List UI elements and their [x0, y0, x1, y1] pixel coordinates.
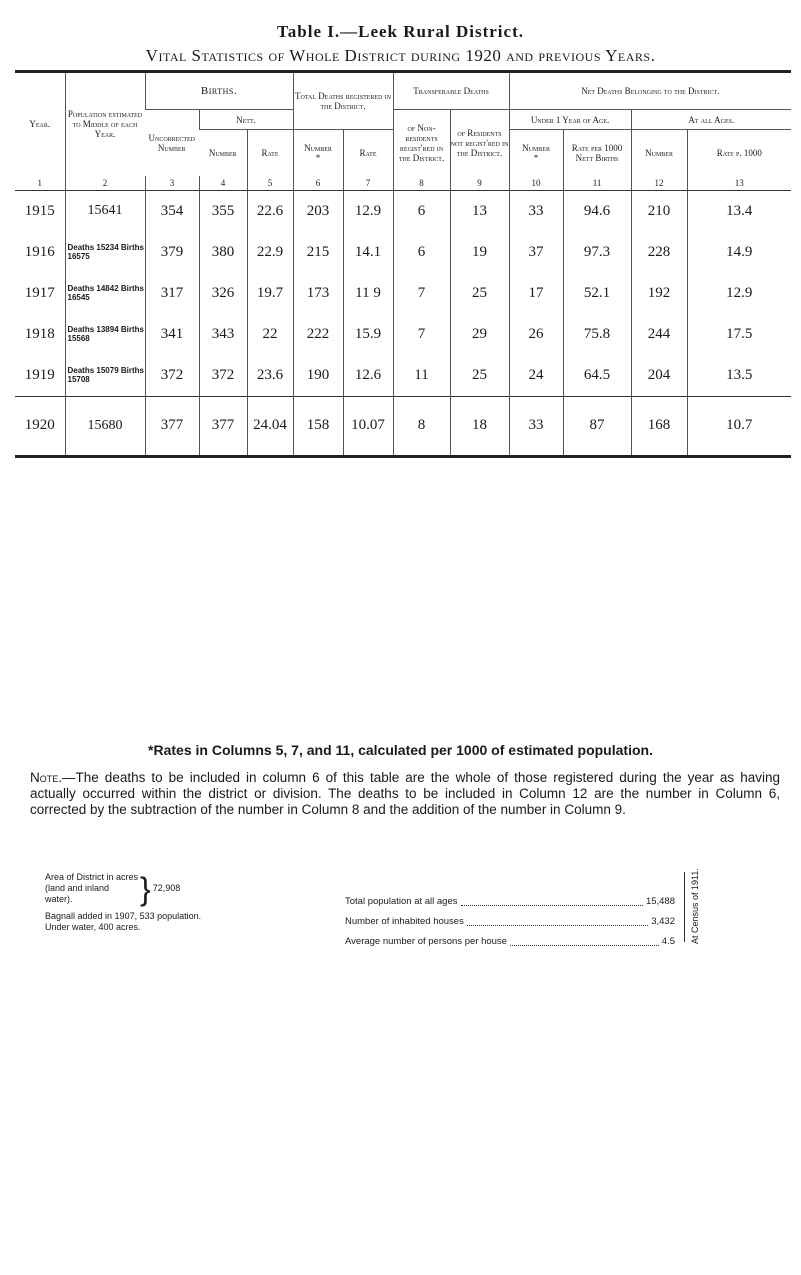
cell-births-number: 326 [199, 273, 247, 314]
deaths-births-aside: Deaths 14842 Births 16545 [67, 284, 144, 302]
cell-births-number: 380 [199, 232, 247, 273]
cell-deaths-number: 215 [293, 232, 343, 273]
header-births-number: Number [199, 130, 247, 176]
cell-under1-number: 17 [509, 273, 563, 314]
cell-under1-rate: 75.8 [563, 314, 631, 355]
cell-population [65, 273, 145, 314]
header-births: Births. [145, 72, 293, 110]
inhabited-houses-label: Number of inhabited houses [345, 916, 464, 927]
cell-residents-not: 25 [450, 355, 509, 397]
population-summary [345, 892, 675, 952]
cell-residents-not: 13 [450, 190, 509, 232]
column-number: 3 [145, 176, 199, 191]
table-body [15, 190, 791, 456]
leader-dots [467, 912, 648, 926]
table-title: Table I.—Leek Rural District. [276, 22, 524, 41]
cell-deaths-number: 222 [293, 314, 343, 355]
column-number: 7 [343, 176, 393, 191]
cell-under1-number: 37 [509, 232, 563, 273]
cell-all-number: 244 [631, 314, 687, 355]
header-year: Year. [15, 72, 65, 176]
cell-residents-not: 19 [450, 232, 509, 273]
header-deaths-number-mark: * [315, 152, 321, 163]
deaths-births-aside: Deaths 15079 Births 15708 [67, 366, 144, 384]
column-number: 13 [687, 176, 791, 191]
column-number: 12 [631, 176, 687, 191]
cell-births-uncorrected: 372 [145, 355, 199, 397]
header-all-ages: At all Ages. [631, 110, 791, 130]
inhabited-houses-value: 3,432 [651, 916, 675, 927]
area-block [45, 872, 295, 933]
area-line-1: Area of District in acres [45, 872, 139, 882]
cell-residents-not: 29 [450, 314, 509, 355]
cell-births-uncorrected: 379 [145, 232, 199, 273]
cell-under1-number: 33 [509, 190, 563, 232]
cell-all-rate: 12.9 [687, 273, 791, 314]
cell-residents-not: 18 [450, 396, 509, 456]
census-label: At Census of 1911. [690, 868, 700, 944]
cell-population: 15641 [65, 190, 145, 232]
cell-residents-not: 25 [450, 273, 509, 314]
cell-under1-rate: 97.3 [563, 232, 631, 273]
total-population-value: 15,488 [645, 896, 675, 907]
leader-dots [461, 892, 643, 906]
header-births-uncorrected: Uncorrected Number [145, 110, 199, 176]
header-nett: Nett. [199, 110, 293, 130]
cell-all-number: 204 [631, 355, 687, 397]
cell-all-rate: 13.5 [687, 355, 791, 397]
column-number: 5 [247, 176, 293, 191]
area-line-2: (land and inland [45, 883, 110, 893]
header-deaths-rate: Rate [343, 130, 393, 176]
leader-dots [510, 932, 659, 946]
cell-year: 1919 [24, 366, 55, 383]
cell-population: 15680 [65, 396, 145, 456]
header-under1-number [509, 130, 563, 176]
cell-deaths-rate: 10.07 [343, 396, 393, 456]
rates-footnote: *Rates in Columns 5, 7, and 11, calculated per 1000 of estimated population. [148, 742, 653, 758]
header-residents-not: of Residents not regist'red in the District. [450, 110, 509, 176]
average-persons-value: 4.5 [661, 936, 675, 947]
inhabited-houses-row [345, 912, 675, 932]
cell-all-rate: 13.4 [687, 190, 791, 232]
header-transferable: Transferable Deaths [393, 72, 509, 110]
cell-under1-number: 26 [509, 314, 563, 355]
cell-year: 1920 [15, 396, 65, 456]
header-under1-number-label: Number [522, 142, 550, 153]
cell-births-number: 343 [199, 314, 247, 355]
header-deaths-number [293, 130, 343, 176]
column-number: 9 [450, 176, 509, 191]
census-note [676, 866, 756, 952]
bagnall-note: Bagnall added in 1907, 533 population. [45, 911, 202, 921]
header-population: Population estimated to Middle of each Year. [65, 72, 145, 176]
header-deaths-number-label: Number [304, 142, 332, 153]
cell-population [65, 355, 145, 397]
cell-deaths-number: 190 [293, 355, 343, 397]
cell-deaths-rate: 15.9 [343, 314, 393, 355]
cell-year: 1916 [24, 243, 55, 260]
vital-statistics-table [15, 70, 791, 458]
header-all-number: Number [631, 130, 687, 176]
cell-non-residents: 7 [393, 314, 450, 355]
column-number: 8 [393, 176, 450, 191]
table-row [15, 355, 791, 397]
cell-non-residents: 6 [393, 232, 450, 273]
cell-population [65, 232, 145, 273]
under-water-note: Under water, 400 acres. [45, 922, 141, 932]
cell-all-number: 210 [631, 190, 687, 232]
cell-births-rate: 22.9 [247, 232, 293, 273]
deaths-births-aside: Deaths 13894 Births 15568 [67, 325, 144, 343]
table-row [15, 273, 791, 314]
area-value: 72,908 [152, 883, 181, 893]
header-non-residents: of Non-residents regist'red in the District. [393, 110, 450, 176]
cell-births-rate: 24.04 [247, 396, 293, 456]
column-number: 4 [199, 176, 247, 191]
cell-all-rate: 17.5 [687, 314, 791, 355]
table-row [15, 190, 791, 232]
cell-under1-rate: 87 [563, 396, 631, 456]
table-row [15, 314, 791, 355]
column-number: 10 [509, 176, 563, 191]
column-number: 11 [563, 176, 631, 191]
cell-all-number: 192 [631, 273, 687, 314]
table-subtitle: Vital Statistics of Whole District during 1920 and previous Years. [145, 46, 656, 65]
cell-year: 1917 [24, 284, 55, 301]
total-population-label: Total population at all ages [345, 896, 458, 907]
cell-births-uncorrected: 354 [145, 190, 199, 232]
header-births-rate: Rate [247, 130, 293, 176]
cell-all-number: 228 [631, 232, 687, 273]
cell-deaths-rate: 11 9 [343, 273, 393, 314]
area-line-3: water). [45, 894, 73, 904]
cell-non-residents: 11 [393, 355, 450, 397]
cell-under1-rate: 94.6 [563, 190, 631, 232]
cell-year: 1918 [24, 325, 55, 342]
cell-non-residents: 8 [393, 396, 450, 456]
cell-births-rate: 22.6 [247, 190, 293, 232]
note-body: —The deaths to be included in column 6 of this table are the whole of those registered during the year as having actually occurred within the district or division. The deaths to be included in Column 12 are the number in Column 6, corrected by the subtraction of the number in Column 8 and the addition of the number in Column 9. [30, 770, 780, 817]
cell-non-residents: 6 [393, 190, 450, 232]
cell-under1-rate: 64.5 [563, 355, 631, 397]
cell-population [65, 314, 145, 355]
column-number: 1 [15, 176, 65, 191]
column-number-row [15, 176, 791, 191]
column-number: 2 [65, 176, 145, 191]
cell-births-number: 377 [199, 396, 247, 456]
cell-births-number: 355 [199, 190, 247, 232]
table-row [15, 232, 791, 273]
cell-deaths-number: 173 [293, 273, 343, 314]
cell-deaths-number: 158 [293, 396, 343, 456]
note-lead: Note. [30, 770, 63, 785]
deaths-births-aside: Deaths 15234 Births 16575 [67, 243, 144, 261]
cell-births-rate: 23.6 [247, 355, 293, 397]
header-net-deaths: Net Deaths Belonging to the District. [509, 72, 791, 110]
total-population-row [345, 892, 675, 912]
cell-deaths-rate: 12.6 [343, 355, 393, 397]
header-under-1: Under 1 Year of Age. [509, 110, 631, 130]
cell-births-uncorrected: 341 [145, 314, 199, 355]
census-brace [676, 872, 685, 942]
cell-deaths-rate: 12.9 [343, 190, 393, 232]
cell-deaths-rate: 14.1 [343, 232, 393, 273]
header-total-deaths: Total Deaths registered in the District. [293, 72, 393, 130]
cell-births-rate: 22 [247, 314, 293, 355]
note-paragraph [30, 770, 780, 818]
cell-all-number: 168 [631, 396, 687, 456]
table-row [15, 396, 791, 456]
cell-under1-number: 24 [509, 355, 563, 397]
brace-glyph: } [140, 870, 151, 907]
cell-all-rate: 10.7 [687, 396, 791, 456]
cell-year: 1915 [24, 202, 55, 219]
column-number: 6 [293, 176, 343, 191]
header-under1-rate: Rate per 1000 Nett Births [563, 130, 631, 176]
cell-births-uncorrected: 377 [145, 396, 199, 456]
cell-all-rate: 14.9 [687, 232, 791, 273]
cell-births-number: 372 [199, 355, 247, 397]
cell-births-rate: 19.7 [247, 273, 293, 314]
header-all-rate: Rate p. 1000 [687, 130, 791, 176]
cell-under1-number: 33 [509, 396, 563, 456]
average-persons-row [345, 932, 675, 952]
cell-deaths-number: 203 [293, 190, 343, 232]
cell-under1-rate: 52.1 [563, 273, 631, 314]
cell-births-uncorrected: 317 [145, 273, 199, 314]
header-under1-number-mark: * [533, 152, 539, 163]
average-persons-label: Average number of persons per house [345, 936, 507, 947]
cell-non-residents: 7 [393, 273, 450, 314]
